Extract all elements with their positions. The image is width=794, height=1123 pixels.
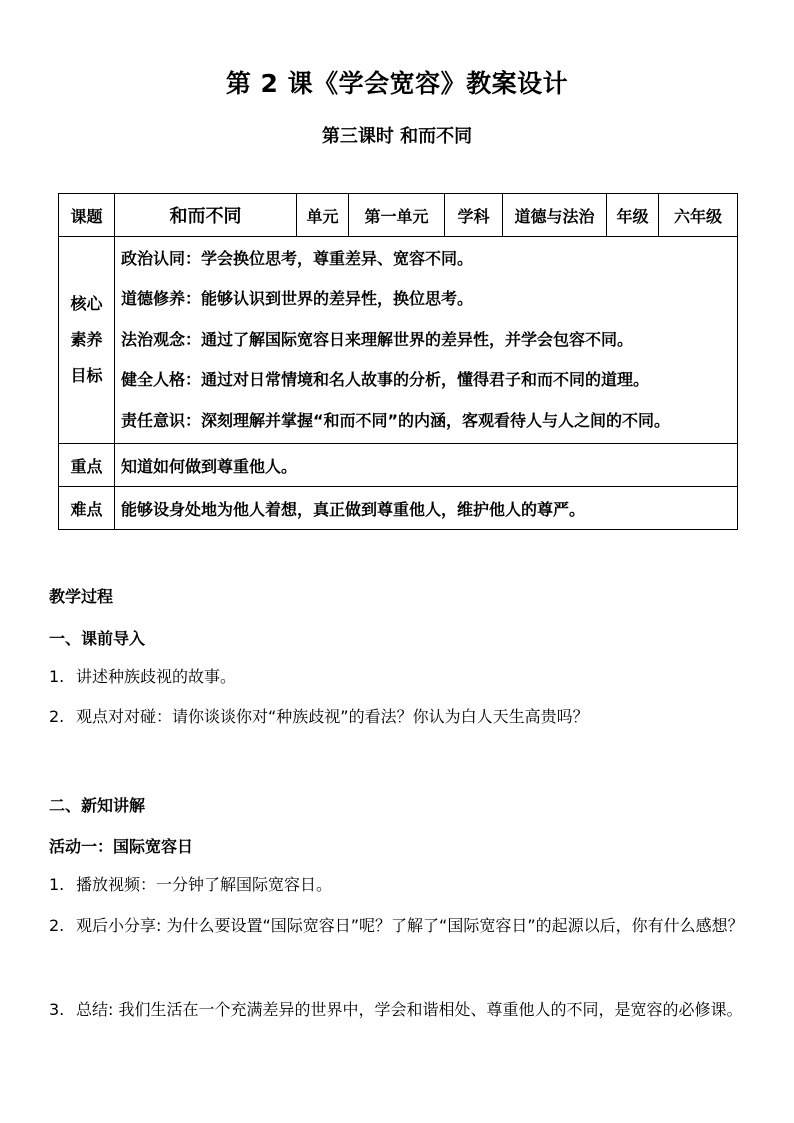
table-row — [59, 487, 738, 530]
unit-header-cell: 单元 — [297, 194, 349, 237]
unit-value-cell: 第一单元 — [349, 194, 445, 237]
lesson-info-table — [58, 193, 738, 530]
table-row — [59, 444, 738, 487]
table-row — [59, 194, 738, 237]
core-goals-content-cell — [115, 237, 738, 444]
goal-item: 法治观念：通过了解国际宽容日来理解世界的差异性，并学会包容不同。 — [121, 329, 634, 349]
list-text: 观后小分享: 为什么要设置“国际宽容日”呢？了解了“国际宽容日”的起源以后，你有什么感想？ — [76, 916, 744, 935]
part1-heading: 一、课前导入 — [49, 629, 146, 648]
core-goals-label-cell — [59, 237, 115, 444]
core-goals-label-line: 素养 — [70, 330, 103, 349]
list-number: 1. — [49, 667, 65, 686]
difficulty-content-cell: 能够设身处地为他人着想，真正做到尊重他人，维护他人的尊严。 — [115, 487, 738, 530]
difficulty-label-cell: 难点 — [59, 487, 115, 530]
list-number: 3. — [49, 1000, 65, 1019]
document-title: 第 2 课《学会宽容》教案设计 — [225, 69, 569, 98]
process-heading: 教学过程 — [49, 587, 114, 606]
key-point-content-cell: 知道如何做到尊重他人。 — [115, 444, 738, 487]
goal-item: 健全人格：通过对日常情境和名人故事的分析，懂得君子和而不同的道理。 — [121, 370, 650, 390]
subject-header-cell: 学科 — [445, 194, 503, 237]
core-goals-label-line: 核心 — [70, 294, 103, 313]
core-goals-label-line: 目标 — [70, 366, 103, 385]
list-text: 播放视频：一分钟了解国际宽容日。 — [76, 875, 333, 894]
grade-value-cell: 六年级 — [659, 194, 738, 237]
list-text: 讲述种族歧视的故事。 — [76, 667, 237, 686]
list-number: 1. — [49, 875, 65, 894]
subject-value-cell: 道德与法治 — [503, 194, 607, 237]
list-text: 总结: 我们生活在一个充满差异的世界中，学会和谐相处、尊重他人的不同，是宽容的必修课。 — [76, 1000, 743, 1019]
goal-item: 责任意识：深刻理解并掌握“和而不同”的内涵，客观看待人与人之间的不同。 — [121, 410, 671, 430]
course-value-cell: 和而不同 — [115, 194, 297, 237]
grade-header-cell: 年级 — [607, 194, 659, 237]
activity-heading: 活动一：国际宽容日 — [49, 837, 194, 856]
list-text: 观点对对碰：请你谈谈你对“种族歧视”的看法？你认为白人天生高贵吗？ — [76, 707, 589, 726]
course-header-cell: 课题 — [59, 194, 115, 237]
list-number: 2. — [49, 707, 65, 726]
key-point-label-cell: 重点 — [59, 444, 115, 487]
document-subtitle: 第三课时 和而不同 — [321, 126, 473, 147]
part2-heading: 二、新知讲解 — [49, 796, 146, 815]
goal-item: 道德修养：能够认识到世界的差异性，换位思考。 — [121, 289, 474, 309]
table-row — [59, 237, 738, 444]
list-number: 2. — [49, 916, 65, 935]
goal-item: 政治认同：学会换位思考，尊重差异、宽容不同。 — [121, 248, 474, 268]
